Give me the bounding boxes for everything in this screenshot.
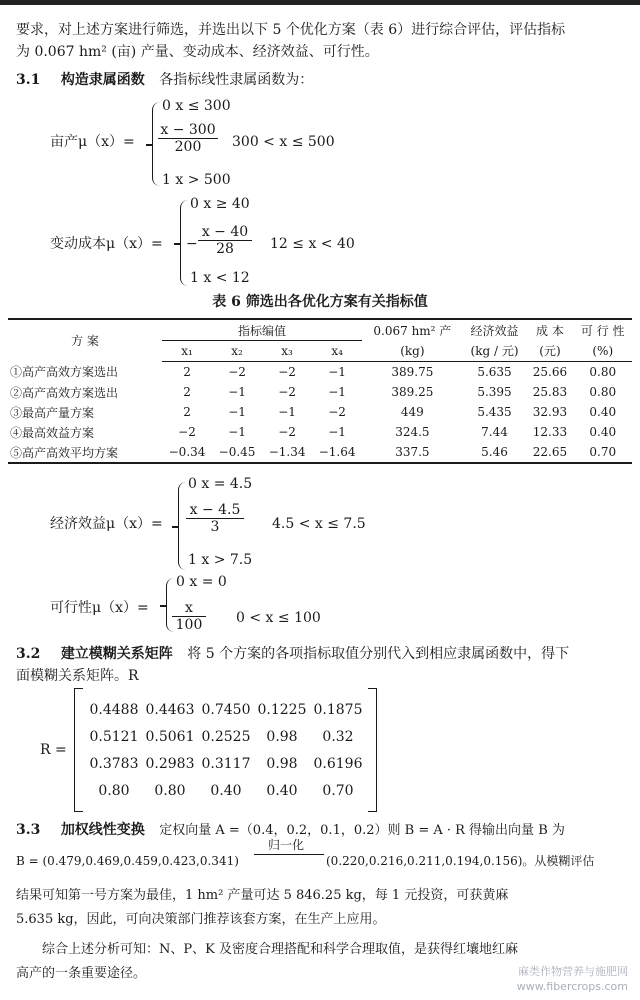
section-text: 将 5 个方案的各项指标取值分别代入到相应隶属函数中，得下 bbox=[187, 646, 570, 662]
fraction bbox=[172, 600, 206, 633]
intro-line-2: 为 0.067 hm² (亩) 产量、变动成本、经济效益、可行性。 bbox=[16, 44, 379, 60]
table-row bbox=[8, 442, 632, 463]
cell-x3: −2 bbox=[278, 385, 296, 399]
watermark bbox=[517, 965, 628, 994]
matrix-left-bracket bbox=[74, 688, 83, 812]
cell-feasibility: 0.80 bbox=[589, 385, 617, 399]
header-cost-unit: (元) bbox=[526, 341, 573, 362]
intro-line-1: 要求，对上述方案进行筛选，并选出以下 5 个优化方案（表 6）进行综合评估，评估指标 bbox=[16, 22, 566, 38]
cell-benefit: 5.635 bbox=[477, 365, 512, 379]
matrix-cell: 0.40 bbox=[266, 782, 298, 799]
cell-x4: −1.64 bbox=[318, 445, 356, 459]
cell-benefit: 7.44 bbox=[481, 425, 508, 439]
cell-benefit: 5.435 bbox=[477, 405, 512, 419]
matrix-cell: 0.5121 bbox=[89, 728, 139, 745]
section-number: 3.1 bbox=[16, 72, 41, 88]
matrix-cell: 0.1875 bbox=[313, 701, 363, 718]
matrix-cell: 0.32 bbox=[322, 728, 354, 745]
matrix-cell: 0.80 bbox=[98, 782, 130, 799]
cell-scheme: ④最高效益方案 bbox=[10, 425, 95, 440]
header-yield: 0.067 hm² 产 bbox=[373, 323, 452, 338]
fraction-denominator: 100 bbox=[175, 617, 203, 634]
case-3: 1 x > 7.5 bbox=[188, 552, 253, 568]
matrix-cell: 0.98 bbox=[266, 728, 298, 745]
fraction-numerator: x − 40 bbox=[198, 224, 252, 241]
matrix-right-bracket bbox=[368, 688, 377, 812]
cell-x4: −1 bbox=[328, 425, 346, 439]
matrix-row bbox=[86, 777, 366, 804]
cell-x2: −1 bbox=[228, 405, 246, 419]
cell-yield: 449 bbox=[400, 405, 424, 419]
cell-x3: −1.34 bbox=[268, 445, 306, 459]
table-row bbox=[8, 362, 632, 383]
header-scheme: 方 案 bbox=[71, 334, 99, 349]
matrix-cell: 0.3783 bbox=[89, 755, 139, 772]
cell-scheme: ①高产高效方案选出 bbox=[10, 365, 119, 380]
case-1: 0 x = 4.5 bbox=[188, 476, 253, 492]
normalize-arrow bbox=[254, 854, 324, 855]
case-2-condition: 12 ≤ x < 40 bbox=[270, 236, 355, 252]
case-1: 0 x ≤ 300 bbox=[162, 98, 231, 114]
cell-x1: 2 bbox=[183, 365, 191, 379]
fraction bbox=[186, 502, 244, 535]
header-x4: x₄ bbox=[312, 341, 362, 362]
cell-feasibility: 0.40 bbox=[589, 405, 617, 419]
membership-label: 经济效益μ（x）= bbox=[50, 516, 163, 532]
header-feasibility: 可 行 性 bbox=[580, 323, 625, 338]
output-vector-b: B = (0.479,0.469,0.459,0.423,0.341) bbox=[16, 854, 239, 868]
header-x1: x₁ bbox=[162, 341, 212, 362]
matrix-cell: 0.98 bbox=[266, 755, 298, 772]
case-2-condition: 0 < x ≤ 100 bbox=[236, 610, 321, 626]
table-row bbox=[8, 422, 632, 442]
cell-x4: −1 bbox=[328, 365, 346, 379]
matrix-row bbox=[86, 723, 366, 750]
case-3: 1 x > 500 bbox=[162, 172, 231, 188]
cell-benefit: 5.395 bbox=[477, 385, 512, 399]
matrix-cell: 0.6196 bbox=[313, 755, 363, 772]
cell-x3: −1 bbox=[278, 405, 296, 419]
cell-feasibility: 0.70 bbox=[589, 445, 617, 459]
matrix-cell: 0.40 bbox=[210, 782, 242, 799]
cell-x1: 2 bbox=[183, 385, 191, 399]
cell-cost: 25.83 bbox=[532, 385, 568, 399]
conclusion-line-1: 综合上述分析可知：N、P、K 及密度合理搭配和科学合理取值，是获得红壤地红麻 bbox=[42, 942, 518, 957]
section-title: 建立模糊关系矩阵 bbox=[60, 646, 173, 662]
case-3: 1 x < 12 bbox=[190, 270, 250, 286]
cell-yield: 389.75 bbox=[391, 365, 434, 379]
matrix-cell: 0.5061 bbox=[145, 728, 195, 745]
cell-benefit: 5.46 bbox=[481, 445, 508, 459]
fuzzy-relation-matrix bbox=[86, 696, 366, 804]
matrix-cell: 0.80 bbox=[154, 782, 186, 799]
cell-x3: −2 bbox=[278, 425, 296, 439]
membership-label: 可行性μ（x）= bbox=[50, 600, 149, 616]
section-3-1-heading bbox=[16, 72, 313, 89]
cell-x1: −2 bbox=[178, 425, 196, 439]
cell-x4: −1 bbox=[328, 385, 346, 399]
cell-x2: −0.45 bbox=[218, 445, 256, 459]
header-feasibility-unit: (%) bbox=[573, 341, 632, 362]
top-rule bbox=[0, 0, 640, 5]
cell-yield: 324.5 bbox=[395, 425, 430, 439]
matrix-cell: 0.1225 bbox=[257, 701, 307, 718]
case-2-condition: 4.5 < x ≤ 7.5 bbox=[272, 516, 366, 532]
cell-x1: −0.34 bbox=[168, 445, 206, 459]
case-2-condition: 300 < x ≤ 500 bbox=[232, 134, 335, 150]
cell-scheme: ②高产高效方案选出 bbox=[10, 385, 119, 400]
matrix-row bbox=[86, 750, 366, 777]
section-number: 3.3 bbox=[16, 822, 41, 838]
header-cost: 成 本 bbox=[536, 323, 564, 338]
matrix-row bbox=[86, 696, 366, 723]
fraction-sign: − bbox=[186, 236, 198, 252]
section-title: 构造隶属函数 bbox=[60, 72, 145, 88]
fraction-denominator: 28 bbox=[216, 241, 234, 258]
section-3-2-text-line-2: 面模糊关系矩阵。R bbox=[16, 668, 139, 684]
fraction bbox=[198, 224, 252, 257]
cell-cost: 22.65 bbox=[532, 445, 568, 459]
section-text: 定权向量 A =（0.4，0.2，0.1，0.2）则 B = A · R 得输出向量 B 为 bbox=[159, 823, 565, 838]
matrix-cell: 0.4463 bbox=[145, 701, 195, 718]
cell-feasibility: 0.40 bbox=[589, 425, 617, 439]
matrix-cell: 0.2983 bbox=[145, 755, 195, 772]
section-number: 3.2 bbox=[16, 646, 41, 662]
cell-x3: −2 bbox=[278, 365, 296, 379]
cell-cost: 32.93 bbox=[532, 405, 568, 419]
section-text: 各指标线性隶属函数为： bbox=[159, 72, 314, 88]
membership-label: 亩产μ（x）= bbox=[50, 134, 135, 150]
matrix-cell: 0.70 bbox=[322, 782, 354, 799]
cell-cost: 25.66 bbox=[532, 365, 568, 379]
conclusion-line-2: 高产的一条重要途径。 bbox=[16, 966, 147, 981]
section-title: 加权线性变换 bbox=[60, 822, 145, 838]
table-caption: 表 6 筛选出各优化方案有关指标值 bbox=[212, 294, 428, 310]
indicator-table bbox=[8, 318, 632, 464]
matrix-cell: 0.7450 bbox=[201, 701, 251, 718]
fraction bbox=[158, 122, 218, 155]
cell-x2: −1 bbox=[228, 425, 246, 439]
normalized-vector-b: (0.220,0.216,0.211,0.194,0.156)。从模糊评估 bbox=[326, 854, 595, 868]
cell-cost: 12.33 bbox=[532, 425, 568, 439]
matrix-label: R = bbox=[40, 742, 67, 758]
header-yield-unit: (kg) bbox=[362, 341, 462, 362]
case-1: 0 x = 0 bbox=[176, 574, 227, 590]
table-row bbox=[8, 382, 632, 402]
cell-x1: 2 bbox=[183, 405, 191, 419]
fraction-numerator: x − 4.5 bbox=[186, 502, 244, 519]
watermark-line-2: www.fibercrops.com bbox=[516, 979, 628, 993]
fraction-numerator: x − 300 bbox=[158, 122, 218, 139]
cell-x2: −2 bbox=[228, 365, 246, 379]
cell-yield: 337.5 bbox=[395, 445, 430, 459]
cell-feasibility: 0.80 bbox=[589, 365, 617, 379]
cell-scheme: ⑤高产高效平均方案 bbox=[10, 445, 119, 460]
fraction-numerator: x bbox=[172, 600, 206, 617]
header-coded-values: 指标编值 bbox=[162, 319, 362, 341]
watermark-line-1: 麻类作物营养与施肥网 bbox=[518, 965, 628, 979]
cell-scheme: ③最高产量方案 bbox=[10, 405, 95, 420]
matrix-cell: 0.2525 bbox=[201, 728, 251, 745]
case-1: 0 x ≥ 40 bbox=[190, 196, 250, 212]
membership-label: 变动成本μ（x）= bbox=[50, 236, 163, 252]
cell-yield: 389.25 bbox=[391, 385, 434, 399]
fraction-denominator: 3 bbox=[210, 519, 220, 536]
normalize-label: 归一化 bbox=[268, 838, 305, 852]
matrix-cell: 0.3117 bbox=[201, 755, 251, 772]
table-row bbox=[8, 402, 632, 422]
header-x2: x₂ bbox=[212, 341, 262, 362]
section-3-3-heading bbox=[16, 822, 565, 839]
matrix-cell: 0.4488 bbox=[89, 701, 139, 718]
result-text-line-1: 结果可知第一号方案为最佳，1 hm² 产量可达 5 846.25 kg，每 1 元投资，可获黄麻 bbox=[16, 888, 509, 903]
section-3-2-heading bbox=[16, 646, 569, 663]
cell-x2: −1 bbox=[228, 385, 246, 399]
header-benefit: 经济效益 bbox=[470, 323, 519, 338]
fraction-denominator: 200 bbox=[174, 139, 202, 156]
header-x3: x₃ bbox=[262, 341, 312, 362]
header-benefit-unit: (kg / 元) bbox=[463, 341, 527, 362]
cell-x4: −2 bbox=[328, 405, 346, 419]
result-text-line-2: 5.635 kg，因此，可向决策部门推荐该套方案，在生产上应用。 bbox=[16, 912, 386, 927]
